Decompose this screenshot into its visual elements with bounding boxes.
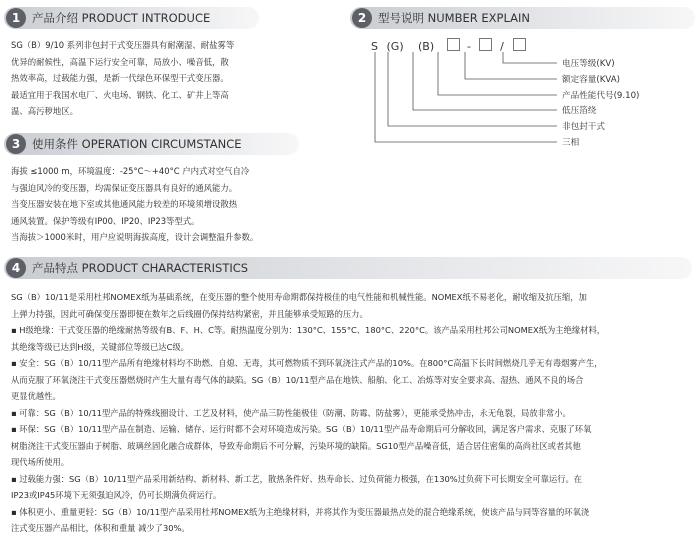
- conditions-text: [11, 163, 258, 246]
- code-label-voltage: 电压等级(KV): [562, 59, 615, 69]
- text-line: 树脂浇注干式变压器由于树脂、玻璃丝固化融合成群体，导致寿命期后不可分解，污染环境的缺陷。SG10型产品噪音低，适合居住密集的高尚社区或者其他: [11, 440, 581, 451]
- section-number-badge: 2: [352, 8, 372, 28]
- text-line: 通风装置。保护等级有IP00、IP20、IP23等型式。: [11, 215, 200, 226]
- text-line: 上弹力持强，因此可确保变压器即便在数年之后线圈仍保持结构紧密，并且能够承受短路的压力。: [11, 308, 368, 319]
- code-b: (B): [418, 40, 435, 53]
- section-number-badge: 4: [6, 258, 26, 278]
- section-number-badge: 1: [6, 8, 26, 28]
- code-s: S: [371, 40, 378, 53]
- text-line: 最适宜用于我国水电厂、火电场、钢铁、化工、矿井上等高: [11, 89, 229, 100]
- section-title: 使用条件 OPERATION CIRCUMSTANCE: [32, 137, 242, 151]
- text-line: 温、高污秽地区。: [11, 106, 78, 116]
- text-line: ▪ 过载能力强：SG（B）10/11型产品采用新结构、新材料、新工艺，散热条件好、热寿命长、过负荷能力极强，在130%过负荷下可长期安全可靠运行。在: [11, 473, 583, 484]
- code-g: (G): [386, 40, 404, 53]
- code-label-foil: 低压箔绕: [562, 106, 597, 116]
- characteristics-text: [11, 289, 605, 537]
- text-line: ▪ 体积更小、重量更轻：SG（B）10/11型产品采用杜邦NOMEX纸为主绝缘材料，并将其作为变压器最热点处的混合绝缘系统，使该产品与同等容量的环氧浇: [11, 506, 590, 517]
- text-line: ▪ 环保：SG（B）10/11型产品在制造、运输、储存、运行时都不会对环境造成污染。SG（B）10/11型产品寿命期后可分解收回，满足客户需求、克服了环氧: [11, 424, 592, 434]
- code-dash: -: [467, 40, 471, 53]
- code-label-nonencap: 非包封干式: [562, 122, 605, 132]
- code-label-threephase: 三相: [562, 138, 580, 148]
- text-line: IP23或IP45环境下无须强迫风冷，仍可长期满负荷运行。: [11, 490, 222, 500]
- code-slash: /: [500, 40, 504, 53]
- text-line: SG（B）9/10 系列非包封干式变压器具有耐潮湿、耐盐雾等: [11, 40, 235, 50]
- text-line: 现代场所使用。: [11, 457, 70, 467]
- text-line: SG（B）10/11是采用杜邦NOMEX纸为基础系统，在变压器的整个使用寿命期都保持极佳的电气性能和机械性能。NOMEX纸不易老化，耐收缩及抗压缩，加: [11, 292, 587, 302]
- section-header-characteristics: [4, 257, 692, 279]
- section-title: 产品特点 PRODUCT CHARACTERISTICS: [32, 261, 249, 275]
- text-line: ▪ 安全：SG（B）10/11型产品所有绝缘材料均不助燃、自熄、无毒，其可燃物质不到环氧浇注式产品的10%。在800°C高温下长时间燃烧几乎无有毒烟雾产生，: [11, 358, 603, 368]
- text-line: 与强迫风冷的变压器，均需保证变压器具有良好的通风能力。: [11, 182, 238, 193]
- section-title: 型号说明 NUMBER EXPLAIN: [378, 11, 531, 25]
- section-header-conditions: [4, 133, 299, 155]
- text-line: ▪ H级绝缘：干式变压器的绝缘耐热等级有B、F、H、C等。耐热温度分别为：130°C、155°C、180°C、220°C。该产品采用杜邦公司NOMEX纸为主绝缘材料，: [11, 325, 606, 335]
- section-title: 产品介绍 PRODUCT INTRODUCE: [32, 11, 211, 25]
- text-line: ▪ 可靠：SG（B）10/11型产品的特殊线圈设计、工艺及材料，使产品三防性能极佳（防潮、防霉、防盐雾），更能承受热冲击，永无龟裂，局放非常小。: [11, 407, 571, 418]
- text-line: 热效率高，过载能力强，是新一代绿色环保型干式变压器。: [11, 73, 229, 83]
- code-label-capacity: 额定容量(KVA): [562, 75, 620, 85]
- text-line: 当变压器安装在地下室或其他通风能力较差的环境须增设散热: [11, 199, 238, 209]
- text-line: 注式变压器产品相比，体积和重量 减少了30%。: [11, 523, 190, 533]
- text-line: 当海拔＞1000米时，用户应说明海拔高度，设计会调整温升参数。: [11, 232, 259, 242]
- text-line: 优异的耐候性，高温下运行安全可靠，局放小、噪音低，散: [11, 56, 229, 67]
- text-line: 更显优越性。: [11, 391, 61, 401]
- text-line: 从而克服了环氧浇注干式变压器燃烧时产生大量有毒气体的缺陷。SG（B）10/11型产品在地铁、船舶、化工、冶炼等对安全要求高、湿热、通风不良的场合: [11, 374, 584, 385]
- text-line: 其绝缘等级已达到H级，关键部位等级已达C级。: [11, 341, 189, 352]
- section-number-badge: 3: [6, 134, 26, 154]
- code-label-performance: 产品性能代号(9.10): [562, 91, 640, 101]
- text-line: 海拔 ≤1000 m，环境温度：-25°C～+40°C 户内式对空气自冷: [11, 166, 250, 176]
